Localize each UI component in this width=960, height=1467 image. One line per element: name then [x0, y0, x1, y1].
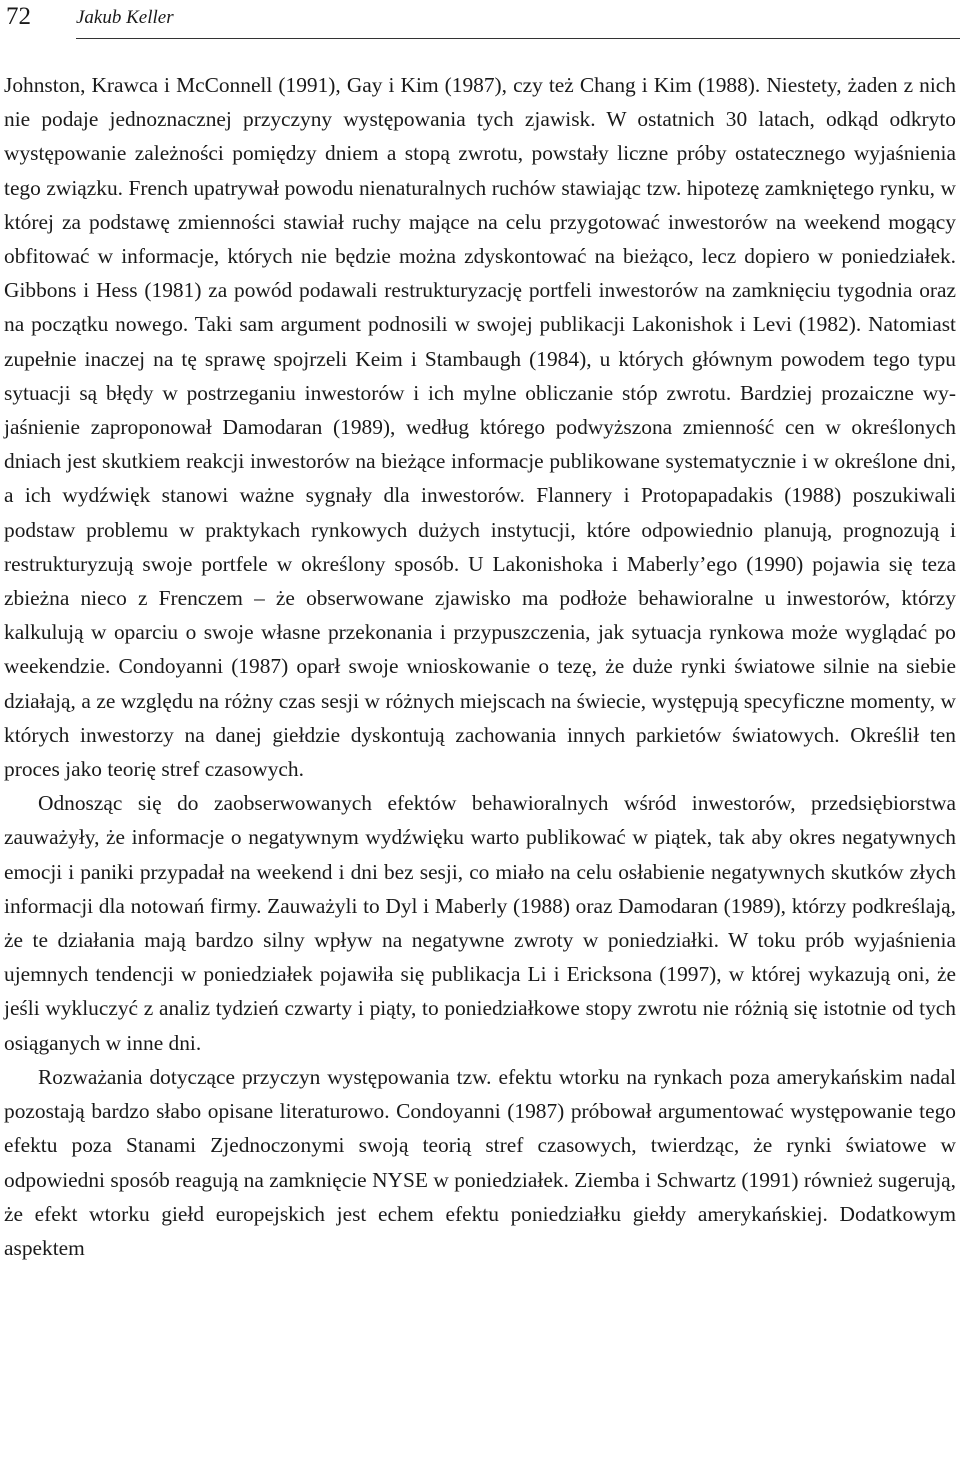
page-header: [0, 0, 960, 40]
body-text: [4, 68, 956, 1265]
header-rule: [76, 38, 960, 39]
paragraph-3: Rozważania dotyczące przyczyn występowania tzw. efektu wtorku na rynkach poza amerykańskim nadal pozostają bardzo słabo opisane literaturowo. Condoyanni (1987) próbował argumentować występowanie tego efektu poza Stanami Zjednoczonymi swoją teorią stref czasowych, twierdząc, że rynki światowe w odpowiedni sposób reagują na zamknięcie NYSE w poniedziałek. Ziemba i Schwartz (1991) również sugerują, że efekt wtorku giełd europejskich jest echem efektu poniedziałku giełdy amerykańskiej. Dodatkowym aspektem: [4, 1064, 956, 1260]
running-head-author: Jakub Keller: [76, 7, 174, 28]
paragraph-1: Johnston, Krawca i McConnell (1991), Gay i Kim (1987), czy też Chang i Kim (1988). Niestety, żaden z nich nie podaje jednoznacznej przyczyny występowania tych zjawisk. W ostatnich 30 latach, odkąd odkryto występowanie zależności pomiędzy dniem a stopą zwrotu, powstały liczne próby ostatecznego wyjaśnienia tego związku. French upatrywał powodu nienaturalnych ruchów stawiając tzw. hipotezę zamkniętego rynku, w której za podstawę zmienności stawiał ruchy mające na celu przygotować inwestorów na weekend mogący obfitować w informacje, których nie będzie można zdyskontować na bieżąco, lecz dopiero w poniedziałek. Gibbons i Hess (1981) za powód podawali restrukturyzację portfeli inwestorów na zamknięciu tygodnia oraz na początku nowego. Taki sam argument podnosili w swojej publikacji Lakonishok i Levi (1982). Natomiast zupełnie inaczej na tę sprawę spojrzeli Keim i Stambaugh (1984), u których głównym powodem tego typu sytuacji są błędy w postrzeganiu inwestorów i ich mylne obliczanie stóp zwrotu. Bardziej prozaiczne wyjaśnienie zaproponował Damodaran (1989), według którego podwyższona zmienność cen w określonych dniach jest skutkiem reakcji inwestorów na bieżące informacje publikowane systematycznie i w określone dni, a ich wydźwięk stanowi ważne sygnały dla inwestorów. Flannery i Protopapadakis (1988) poszukiwali podstaw problemu w praktykach rynkowych dużych instytucji, które odpowiednio planują, prognozują i restrukturyzują swoje portfele w określony sposób. U Lakonishoka i Maberly’ego (1990) pojawia się teza zbieżna nieco z Frenczem – że obserwowane zjawisko ma podłoże behawioralne u inwestorów, którzy kalkulują w oparciu o swoje własne przekonania i przypuszczenia, jak sytuacja rynkowa może wyglądać po weekendzie. Condoyanni (1987) oparł swoje wnioskowanie o tezę, że duże rynki światowe silnie na siebie działają, a ze względu na różny czas sesji w różnych miejscach na świecie, występują specyficzne momenty, w których inwestorzy na danej giełdzie dyskontują zachowania innych parkietów światowych. Określił ten proces jako teorię stref czasowych.: [4, 73, 956, 782]
paragraph-2: Odnosząc się do zaobserwowanych efektów behawioralnych wśród inwestorów, przedsiębiorstwa zauważyły, że informacje o negatywnym wydźwięku warto publikować w piątek, tak aby okres negatywnych emocji i paniki przypadał na weekend i dni bez sesji, co miało na celu osłabienie negatywnych skutków złych informacji dla notowań firmy. Zauważyli to Dyl i Maberly (1988) oraz Damodaran (1989), którzy podkreślają, że te działania mają bardzo silny wpływ na negatywne zwroty w poniedziałki. W toku prób wyjaśnienia ujemnych tendencji w poniedziałek pojawiła się publikacja Li i Ericksona (1997), w której wykazują oni, że jeśli wykluczyć z analiz tydzień czwarty i piąty, to poniedziałkowe stopy zwrotu nie różnią się istotnie od tych osiąganych w inne dni.: [4, 791, 956, 1055]
page-number: 72: [6, 3, 31, 30]
